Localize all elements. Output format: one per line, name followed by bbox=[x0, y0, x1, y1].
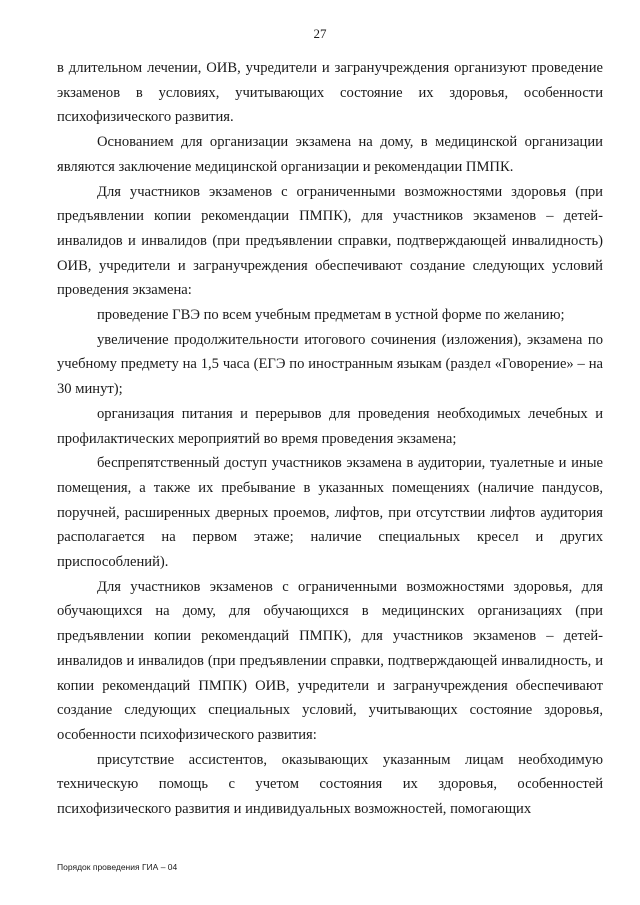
paragraph: Для участников экзаменов с ограниченными возможностями здоровья (при предъявлении копии рекомендации ПМПК), для участников экзаменов – детей-инвалидов и инвалидов (при предъявлении справки, подтверждающей инвалидность) ОИВ, учредители и загранучреждения обеспечивают создание следующих условий проведения экзамена: bbox=[57, 183, 603, 299]
paragraph: проведение ГВЭ по всем учебным предметам в устной форме по желанию; bbox=[97, 307, 565, 324]
document-body bbox=[57, 56, 603, 822]
paragraph: Для участников экзаменов с ограниченными возможностями здоровья, для обучающихся на дому, для обучающихся в медицинских организациях (при предъявлении копии рекомендаций ПМПК), для участников экзаменов – детей-инвалидов и инвалидов (при предъявлении справки, подтверждающей инвалидность, и копии рекомендаций ПМПК) ОИВ, учредители и загранучреждения обеспечивают создание следующих специальных условий, учитывающих состояние здоровья, особенности психофизического развития: bbox=[57, 578, 603, 743]
paragraph: беспрепятственный доступ участников экзамена в аудитории, туалетные и иные помещения, а также их пребывание в указанных помещениях (наличие пандусов, поручней, расширенных дверных проемов, лифтов, при отсутствии лифтов аудитория располагается на первом этаже; наличие специальных кресел и других приспособлений). bbox=[57, 455, 603, 571]
paragraph-continuation: в длительном лечении, ОИВ, учредители и загранучреждения организуют проведение экзаменов в условиях, учитывающих состояние их здоровья, особенности психофизического развития. bbox=[57, 60, 603, 126]
paragraph: Основанием для организации экзамена на дому, в медицинской организации являются заключение медицинской организации и рекомендации ПМПК. bbox=[57, 134, 603, 175]
paragraph: организация питания и перерывов для проведения необходимых лечебных и профилактических мероприятий во время проведения экзамена; bbox=[57, 405, 603, 447]
paragraph: присутствие ассистентов, оказывающих указанным лицам необходимую техническую помощь с учетом состояния их здоровья, особенностей психофизического развития и индивидуальных возможностей, помогающих bbox=[57, 751, 603, 818]
paragraph: увеличение продолжительности итогового сочинения (изложения), экзамена по учебному предмету на 1,5 часа (ЕГЭ по иностранным языкам (раздел «Говорение» – на 30 минут); bbox=[57, 331, 603, 398]
page-number: 27 bbox=[313, 26, 327, 41]
page-footer: Порядок проведения ГИА – 04 bbox=[57, 862, 178, 872]
